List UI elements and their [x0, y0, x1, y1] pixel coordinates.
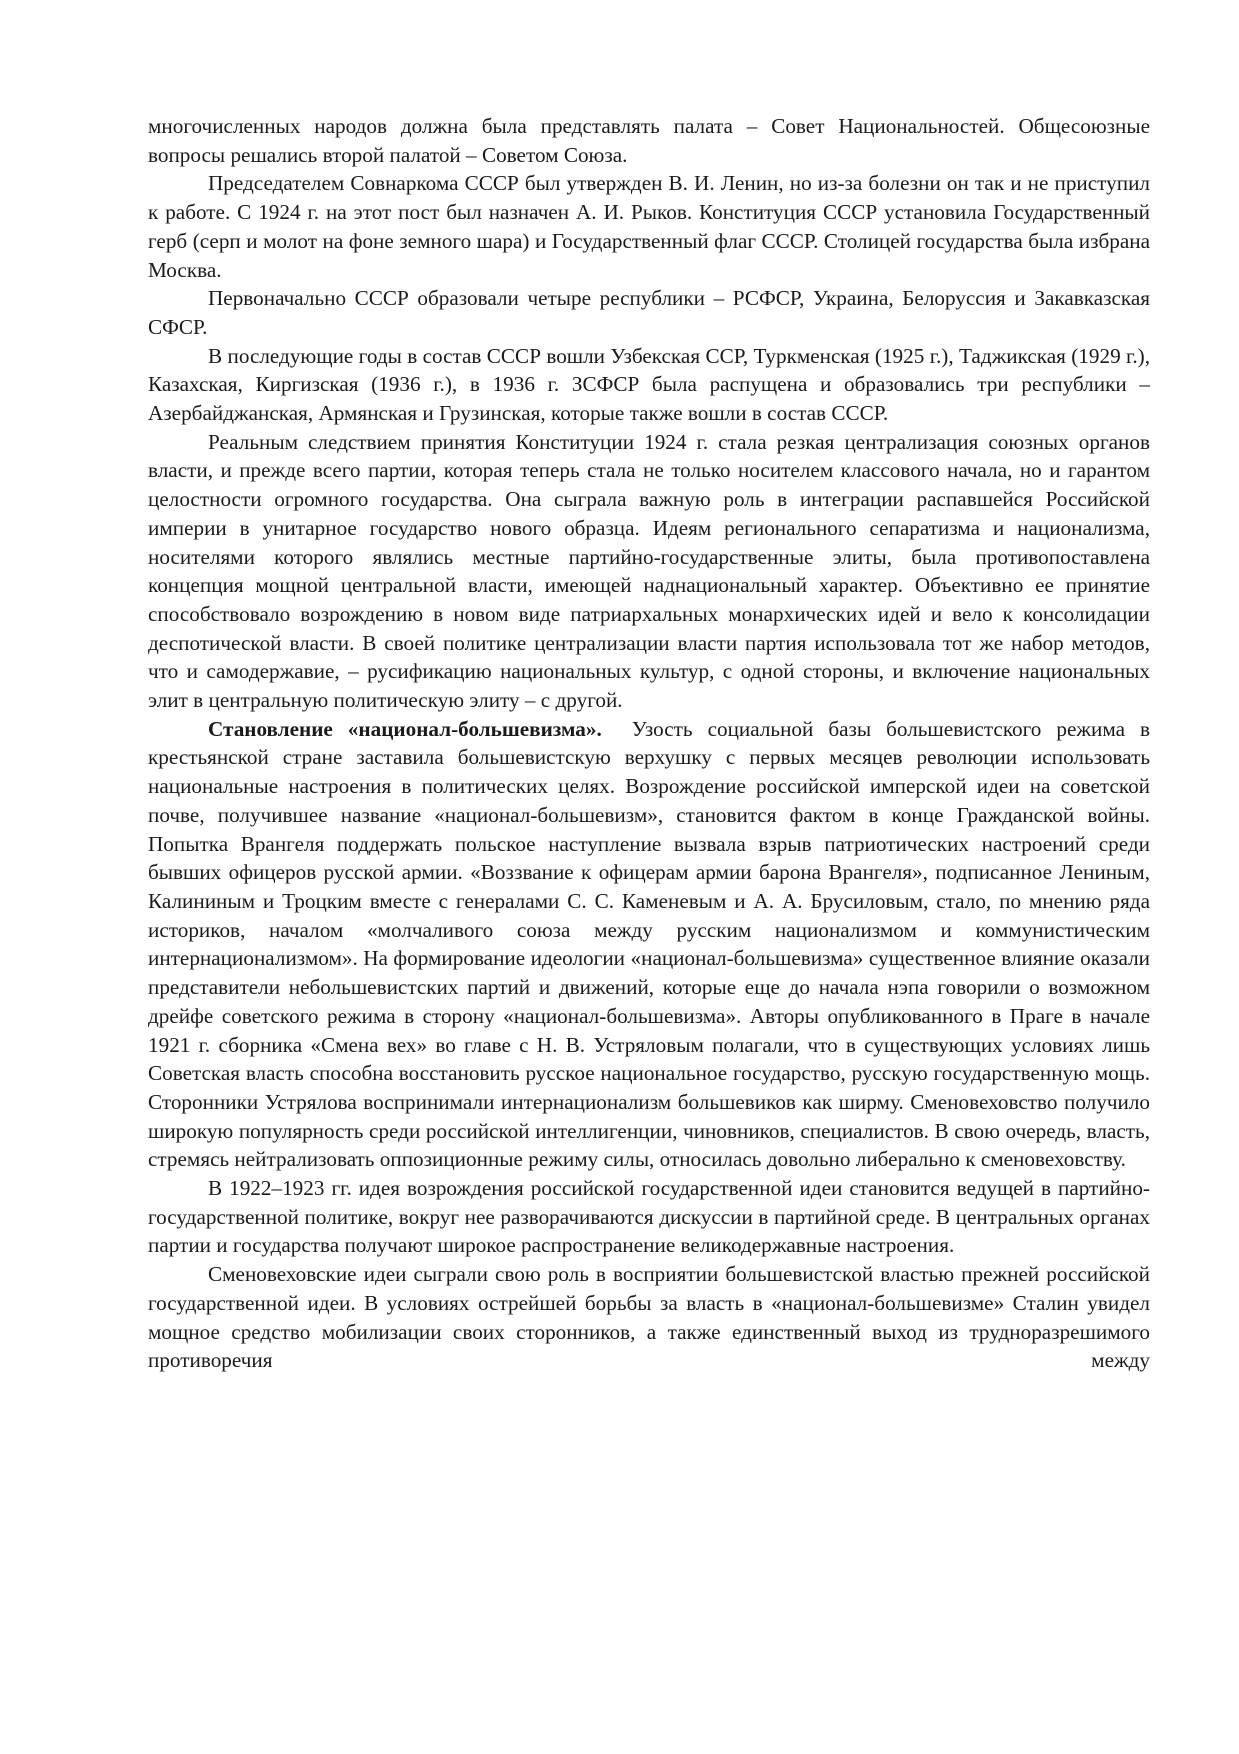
paragraph-6-text: Узость социальной базы большевистского режима в крестьянской стране заставила большевистскую верхушку с первых месяцев революции использовать национальные настроения в политических целях. Возрождение российской имперской идеи на советской почве, получившее название «национал-большевизм», становится фактом в конце Гражданской войны. Попытка Врангеля поддержать польское наступление вызвала взрыв патриотических настроений среди бывших офицеров русской армии. «Воззвание к офицерам армии барона Врангеля», подписанное Лениным, Калининым и Троцким вместе с генералами С. С. Каменевым и А. А. Брусиловым, стало, по мнению ряда историков, началом «молчаливого союза между русским национализмом и коммунистическим интернационализмом». На формирование идеологии «национал-большевизма» существенное влияние оказали представители небольшевистских партий и движений, которые еще до начала нэпа говорили о возможном дрейфе советского режима в сторону «национал-большевизма». Авторы опубликованного в Праге в начале 1921 г. сборника «Смена вех» во главе с Н. В. Устряловым полагали, что в существующих условиях лишь Советская власть способна восстановить русское национальное государство, русскую государственную мощь. Сторонники Устрялова воспринимали интернационализм большевиков как ширму. Сменовеховство получило широкую популярность среди российской интеллигенции, чиновников, специалистов. В свою очередь, власть, стремясь нейтрализовать оппозиционные режиму силы, относилась довольно либерально к сменовеховству. [148, 716, 1150, 1172]
paragraph-6 [148, 715, 1150, 1174]
document-page [148, 112, 1150, 1375]
paragraph-7: В 1922–1923 гг. идея возрождения российской государственной идеи становится ведущей в партийно-государственной политике, вокруг нее разворачиваются дискуссии в партийной среде. В центральных органах партии и государства получают широкое распространение великодержавные настроения. [148, 1176, 1150, 1258]
paragraph-8: Сменовеховские идеи сыграли свою роль в восприятии большевистской властью прежней российской государственной идеи. В условиях острейшей борьбы за власть в «национал-большевизме» Сталин увидел мощное средство мобилизации своих сторонников, а также единственный выход из трудноразрешимого противоречия между [148, 1262, 1150, 1373]
paragraph-5: Реальным следствием принятия Конституции 1924 г. стала резкая централизация союзных органов власти, и прежде всего партии, которая теперь стала не только носителем классового начала, но и гарантом целостности огромного государства. Она сыграла важную роль в интеграции распавшейся Российской империи в унитарное государство нового образца. Идеям регионального сепаратизма и национализма, носителями которого являлись местные партийно-государственные элиты, была противопоставлена концепция мощной центральной власти, имеющей наднациональный характер. Объективно ее принятие способствовало возрождению в новом виде патриархальных монархических идей и вело к консолидации деспотической власти. В своей политике централизации власти партия использовала тот же набор методов, что и самодержавие, – русификацию национальных культур, с одной стороны, и включение национальных элит в центральную политическую элиту – с другой. [148, 429, 1150, 713]
section-heading: Становление «национал-большевизма». [208, 716, 602, 741]
paragraph-2: Председателем Совнаркома СССР был утвержден В. И. Ленин, но из-за болезни он так и не приступил к работе. С 1924 г. на этот пост был назначен А. И. Рыков. Конституция СССР установила Государственный герб (серп и молот на фоне земного шара) и Государственный флаг СССР. Столицей государства была избрана Москва. [148, 171, 1150, 282]
paragraph-3: Первоначально СССР образовали четыре республики – РСФСР, Украина, Белоруссия и Закавказская СФСР. [148, 286, 1150, 339]
paragraph-1: многочисленных народов должна была представлять палата – Совет Национальностей. Общесоюзные вопросы решались второй палатой – Советом Союза. [148, 114, 1150, 167]
paragraph-4: В последующие годы в состав СССР вошли Узбекская ССР, Туркменская (1925 г.), Таджикская (1929 г.), Казахская, Киргизская (1936 г.), в 1936 г. ЗСФСР была распущена и образовались три республики – Азербайджанская, Армянская и Грузинская, которые также вошли в состав СССР. [148, 343, 1150, 426]
